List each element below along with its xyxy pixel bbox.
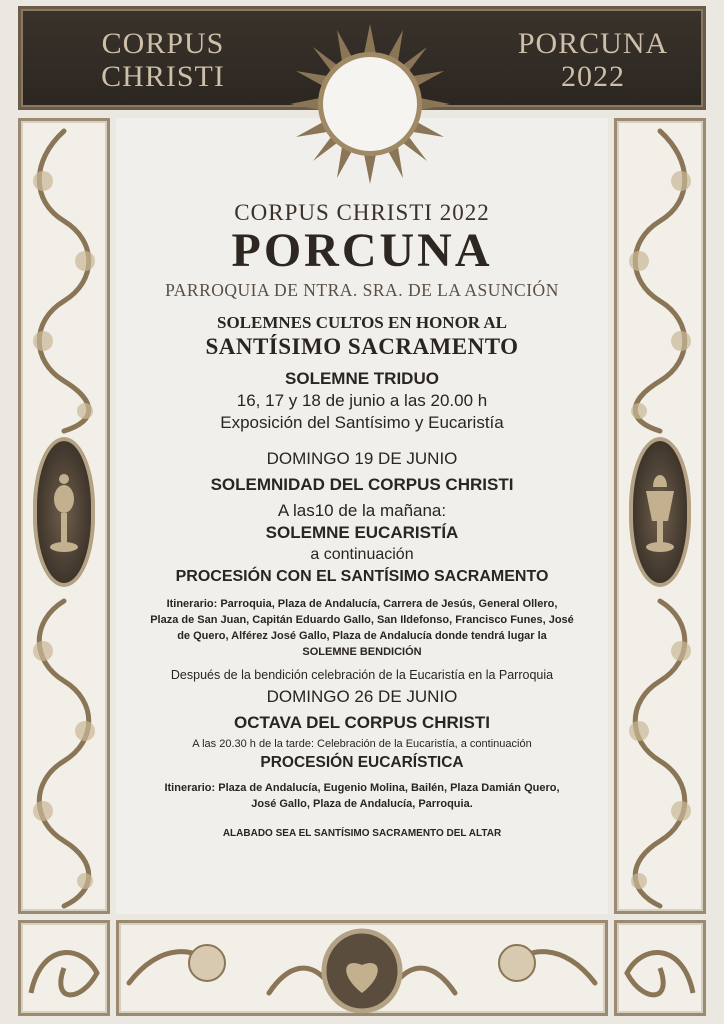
domingo19-date: DOMINGO 19 DE JUNIO: [266, 449, 458, 468]
left-ornament-frame: [18, 118, 110, 914]
domingo19-itinerary: [116, 596, 608, 660]
event-year-title: CORPUS CHRISTI 2022: [234, 200, 490, 225]
banner-left-line-1: CORPUS: [101, 27, 225, 60]
domingo26-time: A las 20.30 h de la tarde: Celebración de la Eucaristía, a continuación: [192, 738, 532, 750]
triduo-dates: 16, 17 y 18 de junio a las 20.00 h: [236, 391, 488, 410]
right-ornament-frame: [614, 118, 706, 914]
banner-left-text: [73, 27, 253, 93]
town-title: PORCUNA: [231, 224, 493, 277]
domingo19-procesion: PROCESIÓN CON EL SANTÍSIMO SACRAMENTO: [175, 568, 549, 585]
cultos-heading: SOLEMNES CULTOS EN HONOR AL: [216, 313, 508, 332]
domingo26-date: DOMINGO 26 DE JUNIO: [266, 687, 458, 706]
itinerary-line: de Quero, Alférez José Gallo, Plaza de Andalucía donde tendrá lugar la: [177, 630, 547, 642]
domingo19-continuation: a continuación: [310, 546, 414, 563]
domingo19-title: SOLEMNIDAD DEL CORPUS CHRISTI: [210, 475, 514, 494]
itinerary-line: Itinerario: Plaza de Andalucía, Eugenio Molina, Bailén, Plaza Damián Quero,: [164, 782, 560, 794]
chalice-icon: [629, 437, 691, 587]
banner-left-line-2: CHRISTI: [101, 60, 225, 93]
domingo19-time: A las10 de la mañana:: [277, 501, 447, 520]
sun-icon: [290, 24, 450, 184]
bottom-left-ornament: [18, 920, 110, 1016]
sacramento-heading: SANTÍSIMO SACRAMENTO: [205, 334, 519, 359]
domingo26-procesion: PROCESIÓN EUCARÍSTICA: [260, 754, 464, 771]
banner-right-line-1: PORCUNA: [517, 27, 669, 60]
itinerary-line: Itinerario: Parroquia, Plaza de Andalucía, Carrera de Jesús, General Ollero,: [166, 598, 558, 610]
bottom-right-ornament: [614, 920, 706, 1016]
itinerary-line: José Gallo, Plaza de Andalucía, Parroquia.: [251, 798, 473, 810]
triduo-description: Exposición del Santísimo y Eucaristía: [220, 413, 504, 432]
triduo-title: SOLEMNE TRIDUO: [285, 369, 439, 388]
domingo26-title: OCTAVA DEL CORPUS CHRISTI: [234, 713, 490, 732]
itinerary-line: SOLEMNE BENDICIÓN: [302, 646, 422, 658]
poster-content: [116, 200, 608, 842]
banner-right-text: [503, 27, 683, 93]
parish-name: PARROQUIA DE NTRA. SRA. DE LA ASUNCIÓN: [165, 280, 559, 300]
heart-icon: [324, 931, 400, 1011]
domingo26-itinerary: [116, 780, 608, 812]
domingo19-eucaristia: SOLEMNE EUCARISTÍA: [265, 523, 459, 542]
closing-line: ALABADO SEA EL SANTÍSIMO SACRAMENTO DEL ALTAR: [222, 828, 502, 839]
after-blessing-note: Después de la bendición celebración de la Eucaristía en la Parroquia: [170, 668, 554, 682]
itinerary-line: Plaza de San Juan, Capitán Eduardo Gallo, San Ildefonso, Francisco Funes, José: [150, 614, 574, 626]
bottom-cherub-frieze: [116, 920, 608, 1016]
monstrance-icon: [33, 437, 95, 587]
banner-right-line-2: 2022: [561, 60, 625, 93]
